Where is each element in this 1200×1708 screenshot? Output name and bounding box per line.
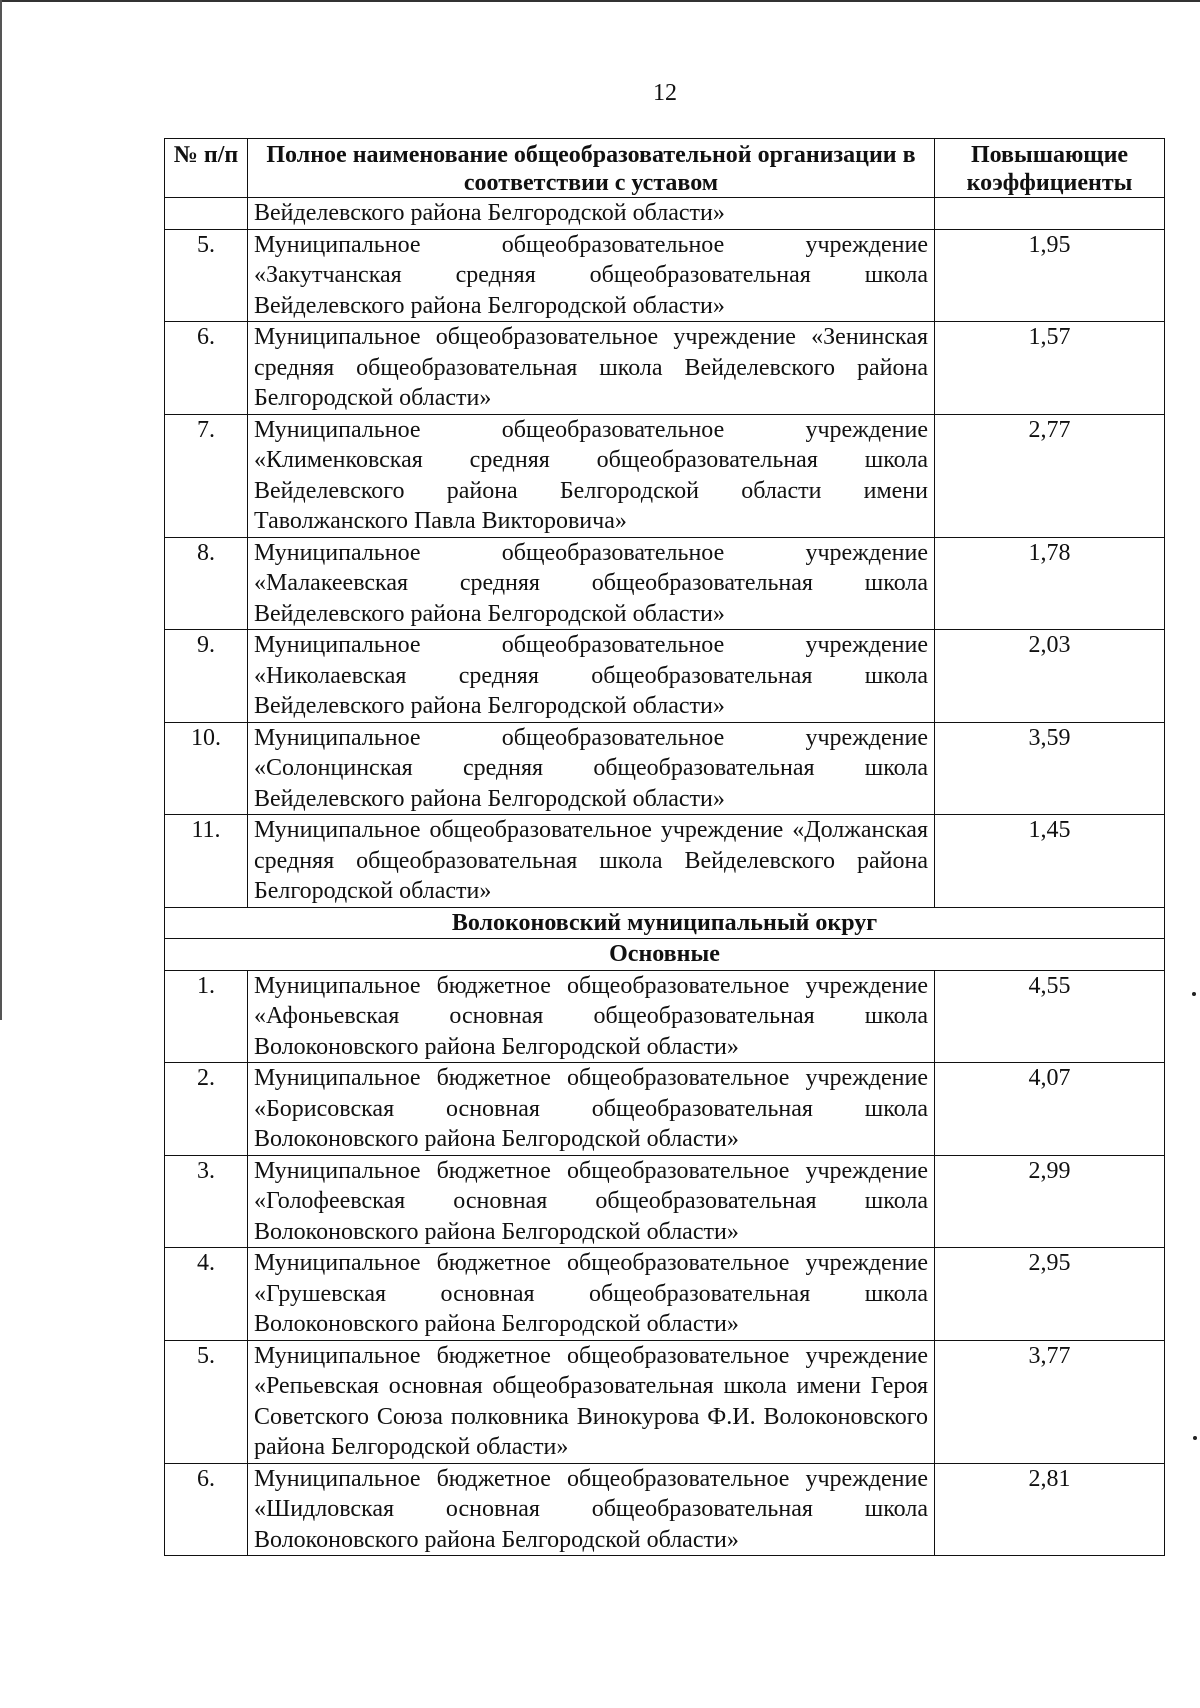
school-name: Муниципальное общеобразовательное учреждение «Малакеевская средняя общеобразовательная школа Вейделевского района Белгородской области»: [248, 537, 935, 630]
row-number: 5.: [165, 229, 248, 322]
page-number: 12: [653, 80, 677, 106]
scan-speck: [1192, 992, 1196, 996]
row-number: 4.: [165, 1248, 248, 1341]
table-header-row: [165, 139, 1165, 198]
school-name: Муниципальное общеобразовательное учреждение «Николаевская средняя общеобразовательная школа Вейделевского района Белгородской области»: [248, 630, 935, 723]
coefficient-value: 1,95: [935, 229, 1165, 322]
coefficient-value: 3,59: [935, 722, 1165, 815]
school-name: Муниципальное бюджетное общеобразовательное учреждение «Афоньевская основная общеобразовательная школа Волоконовского района Белгородской области»: [248, 970, 935, 1063]
scan-edge-top: [0, 0, 1200, 2]
row-number: 10.: [165, 722, 248, 815]
coefficient-value: 1,78: [935, 537, 1165, 630]
district-heading-body: [165, 907, 1165, 970]
table-row: [165, 1463, 1165, 1556]
row-number: 6.: [165, 322, 248, 415]
row-number: 2.: [165, 1063, 248, 1156]
row-number: 11.: [165, 815, 248, 908]
coefficient-value: 2,03: [935, 630, 1165, 723]
coefficient-value: 2,95: [935, 1248, 1165, 1341]
coefficient-value: 4,55: [935, 970, 1165, 1063]
table-row: [165, 537, 1165, 630]
table-row: [165, 970, 1165, 1063]
table-row: [165, 1063, 1165, 1156]
district-heading-row: [165, 907, 1165, 939]
table-row: [165, 1248, 1165, 1341]
school-name: Муниципальное бюджетное общеобразовательное учреждение «Голофеевская основная общеобразовательная школа Волоконовского района Белгородской области»: [248, 1155, 935, 1248]
table-body-part1: [165, 198, 1165, 908]
school-name: Муниципальное бюджетное общеобразовательное учреждение «Грушевская основная общеобразовательная школа Волоконовского района Белгородской области»: [248, 1248, 935, 1341]
table-row: [165, 1340, 1165, 1463]
school-name: Муниципальное бюджетное общеобразовательное учреждение «Шидловская основная общеобразовательная школа Волоконовского района Белгородской области»: [248, 1463, 935, 1556]
table-row: [165, 322, 1165, 415]
table-row: [165, 414, 1165, 537]
header-number: № п/п: [165, 139, 248, 198]
school-name: Муниципальное общеобразовательное учреждение «Должанская средняя общеобразовательная школа Вейделевского района Белгородской области»: [248, 815, 935, 908]
table-row: [165, 815, 1165, 908]
row-number: 8.: [165, 537, 248, 630]
school-name: Муниципальное общеобразовательное учреждение «Солонцинская средняя общеобразовательная школа Вейделевского района Белгородской области»: [248, 722, 935, 815]
coefficient-value: 1,57: [935, 322, 1165, 415]
school-name: Муниципальное бюджетное общеобразовательное учреждение «Борисовская основная общеобразовательная школа Волоконовского района Белгородской области»: [248, 1063, 935, 1156]
coefficient-value: 2,81: [935, 1463, 1165, 1556]
row-number: 7.: [165, 414, 248, 537]
school-name: Муниципальное общеобразовательное учреждение «Закутчанская средняя общеобразовательная школа Вейделевского района Белгородской области»: [248, 229, 935, 322]
table-row: [165, 1155, 1165, 1248]
continuation-coef-cell: [935, 198, 1165, 230]
header-name: Полное наименование общеобразовательной организации в соответствии с уставом: [248, 139, 935, 198]
schools-table: [164, 138, 1165, 1556]
coefficient-value: 4,07: [935, 1063, 1165, 1156]
row-number: 3.: [165, 1155, 248, 1248]
table-row: [165, 630, 1165, 723]
table-row: [165, 722, 1165, 815]
row-number: 9.: [165, 630, 248, 723]
scan-speck: [1193, 1436, 1197, 1440]
header-coefficient: Повышающие коэффициенты: [935, 139, 1165, 198]
coefficient-value: 3,77: [935, 1340, 1165, 1463]
subsection-heading-row: [165, 939, 1165, 971]
row-number: 1.: [165, 970, 248, 1063]
scan-edge-left: [0, 0, 2, 1020]
table-body-part2: [165, 970, 1165, 1556]
school-name: Муниципальное общеобразовательное учреждение «Зенинская средняя общеобразовательная школа Вейделевского района Белгородской области»: [248, 322, 935, 415]
table-row: [165, 229, 1165, 322]
school-name: Муниципальное общеобразовательное учреждение «Клименковская средняя общеобразовательная школа Вейделевского района Белгородской области имени Таволжанского Павла Викторовича»: [248, 414, 935, 537]
school-name: Муниципальное бюджетное общеобразовательное учреждение «Репьевская основная общеобразовательная школа имени Героя Советского Союза полковника Винокурова Ф.И. Волоконовского района Белгородской области»: [248, 1340, 935, 1463]
coefficient-value: 1,45: [935, 815, 1165, 908]
row-number: 5.: [165, 1340, 248, 1463]
continuation-row: [165, 198, 1165, 230]
district-heading: Волоконовский муниципальный округ: [165, 907, 1165, 939]
continuation-number-cell: [165, 198, 248, 230]
subsection-heading: Основные: [165, 939, 1165, 971]
continuation-name: Вейделевского района Белгородской области»: [248, 198, 935, 230]
row-number: 6.: [165, 1463, 248, 1556]
coefficient-value: 2,77: [935, 414, 1165, 537]
coefficient-value: 2,99: [935, 1155, 1165, 1248]
